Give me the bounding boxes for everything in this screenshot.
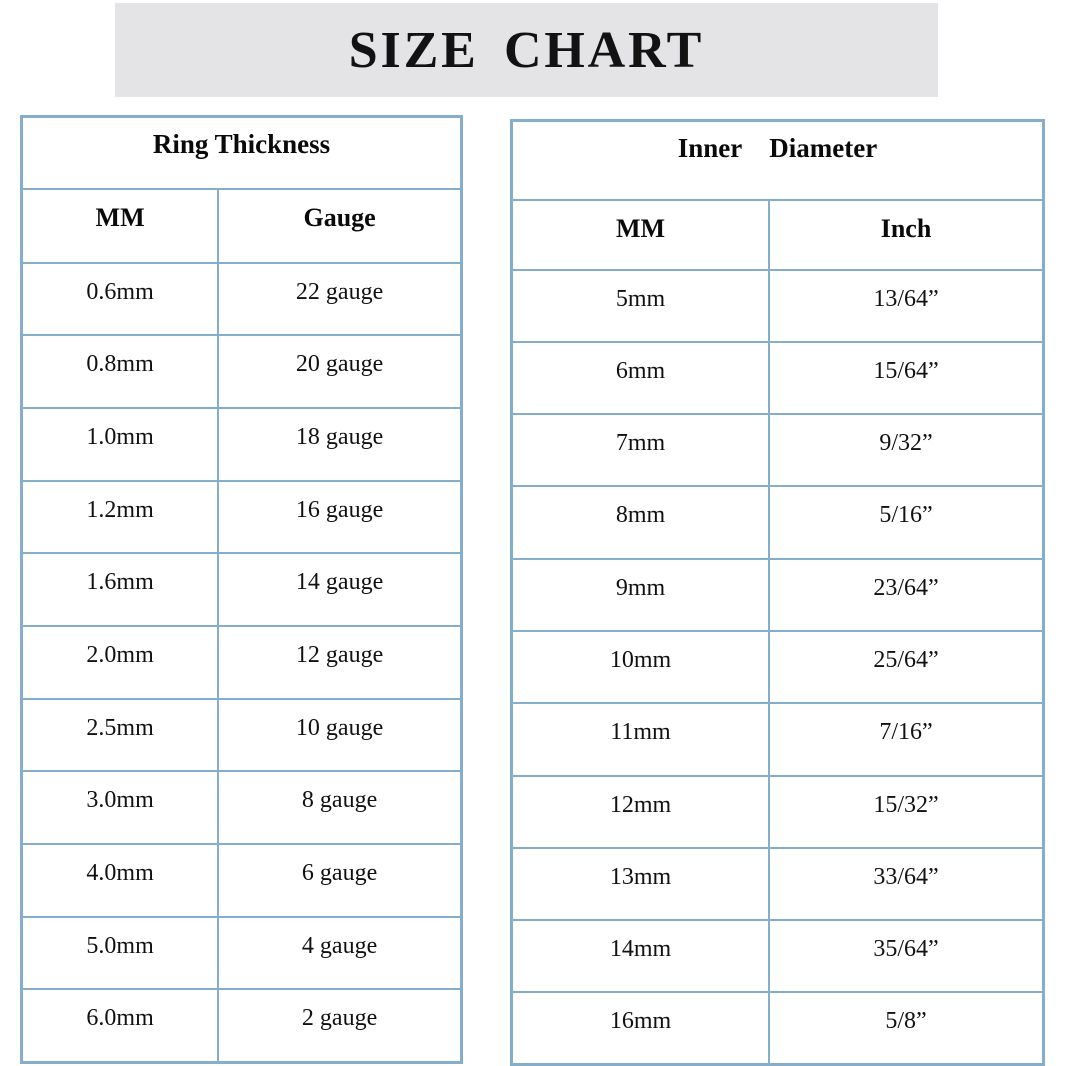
inch-cell: 15/64” [769, 342, 1044, 414]
mm-cell: 0.6mm [22, 263, 219, 336]
mm-cell: 9mm [512, 559, 769, 631]
inch-cell: 15/32” [769, 776, 1044, 848]
mm-cell: 2.0mm [22, 626, 219, 699]
table-row [512, 992, 1044, 1064]
table-row [22, 263, 462, 336]
inner-diameter-grid [510, 119, 1045, 1066]
mm-cell: 12mm [512, 776, 769, 848]
inner-diameter-title: Inner Diameter [512, 121, 1044, 200]
mm-cell: 1.2mm [22, 481, 219, 554]
mm-cell: 13mm [512, 848, 769, 920]
inch-cell: 5/16” [769, 486, 1044, 558]
ring-thickness-grid [20, 115, 463, 1064]
gauge-cell: 10 gauge [218, 699, 461, 772]
table-row [22, 771, 462, 844]
inch-column-header: Inch [769, 200, 1044, 270]
table-title-row [22, 117, 462, 189]
ring-thickness-table [20, 115, 463, 1061]
mm-cell: 5mm [512, 270, 769, 342]
inch-cell: 23/64” [769, 559, 1044, 631]
table-row [512, 631, 1044, 703]
mm-cell: 2.5mm [22, 699, 219, 772]
mm-cell: 4.0mm [22, 844, 219, 917]
inch-cell: 33/64” [769, 848, 1044, 920]
inch-cell: 25/64” [769, 631, 1044, 703]
mm-cell: 5.0mm [22, 917, 219, 990]
mm-cell: 3.0mm [22, 771, 219, 844]
mm-cell: 14mm [512, 920, 769, 992]
gauge-cell: 18 gauge [218, 408, 461, 481]
mm-cell: 6.0mm [22, 989, 219, 1062]
table-row [22, 335, 462, 408]
gauge-cell: 16 gauge [218, 481, 461, 554]
inch-cell: 9/32” [769, 414, 1044, 486]
table-row [512, 270, 1044, 342]
table-row [22, 626, 462, 699]
mm-cell: 6mm [512, 342, 769, 414]
gauge-cell: 22 gauge [218, 263, 461, 336]
gauge-column-header: Gauge [218, 189, 461, 263]
table-row [512, 776, 1044, 848]
gauge-cell: 14 gauge [218, 553, 461, 626]
column-header-row [22, 189, 462, 263]
inch-cell: 35/64” [769, 920, 1044, 992]
table-title-row [512, 121, 1044, 200]
inner-diameter-table [510, 119, 1045, 1063]
gauge-cell: 12 gauge [218, 626, 461, 699]
table-row [512, 920, 1044, 992]
mm-cell: 1.6mm [22, 553, 219, 626]
mm-column-header: MM [22, 189, 219, 263]
table-row [22, 408, 462, 481]
column-header-row [512, 200, 1044, 270]
table-row [22, 844, 462, 917]
inch-cell: 13/64” [769, 270, 1044, 342]
table-row [512, 848, 1044, 920]
table-row [22, 553, 462, 626]
inch-cell: 7/16” [769, 703, 1044, 775]
title-banner [115, 3, 938, 97]
gauge-cell: 8 gauge [218, 771, 461, 844]
mm-cell: 1.0mm [22, 408, 219, 481]
mm-cell: 10mm [512, 631, 769, 703]
table-row [512, 703, 1044, 775]
gauge-cell: 6 gauge [218, 844, 461, 917]
mm-cell: 7mm [512, 414, 769, 486]
gauge-cell: 20 gauge [218, 335, 461, 408]
table-row [512, 486, 1044, 558]
mm-cell: 0.8mm [22, 335, 219, 408]
table-row [22, 699, 462, 772]
table-row [512, 559, 1044, 631]
gauge-cell: 2 gauge [218, 989, 461, 1062]
inch-cell: 5/8” [769, 992, 1044, 1064]
page-title: SIZE CHART [348, 21, 705, 79]
mm-cell: 8mm [512, 486, 769, 558]
ring-thickness-title: Ring Thickness [22, 117, 462, 189]
mm-cell: 11mm [512, 703, 769, 775]
table-row [22, 989, 462, 1062]
mm-column-header: MM [512, 200, 769, 270]
table-row [512, 342, 1044, 414]
gauge-cell: 4 gauge [218, 917, 461, 990]
table-row [22, 481, 462, 554]
table-row [512, 414, 1044, 486]
table-row [22, 917, 462, 990]
mm-cell: 16mm [512, 992, 769, 1064]
